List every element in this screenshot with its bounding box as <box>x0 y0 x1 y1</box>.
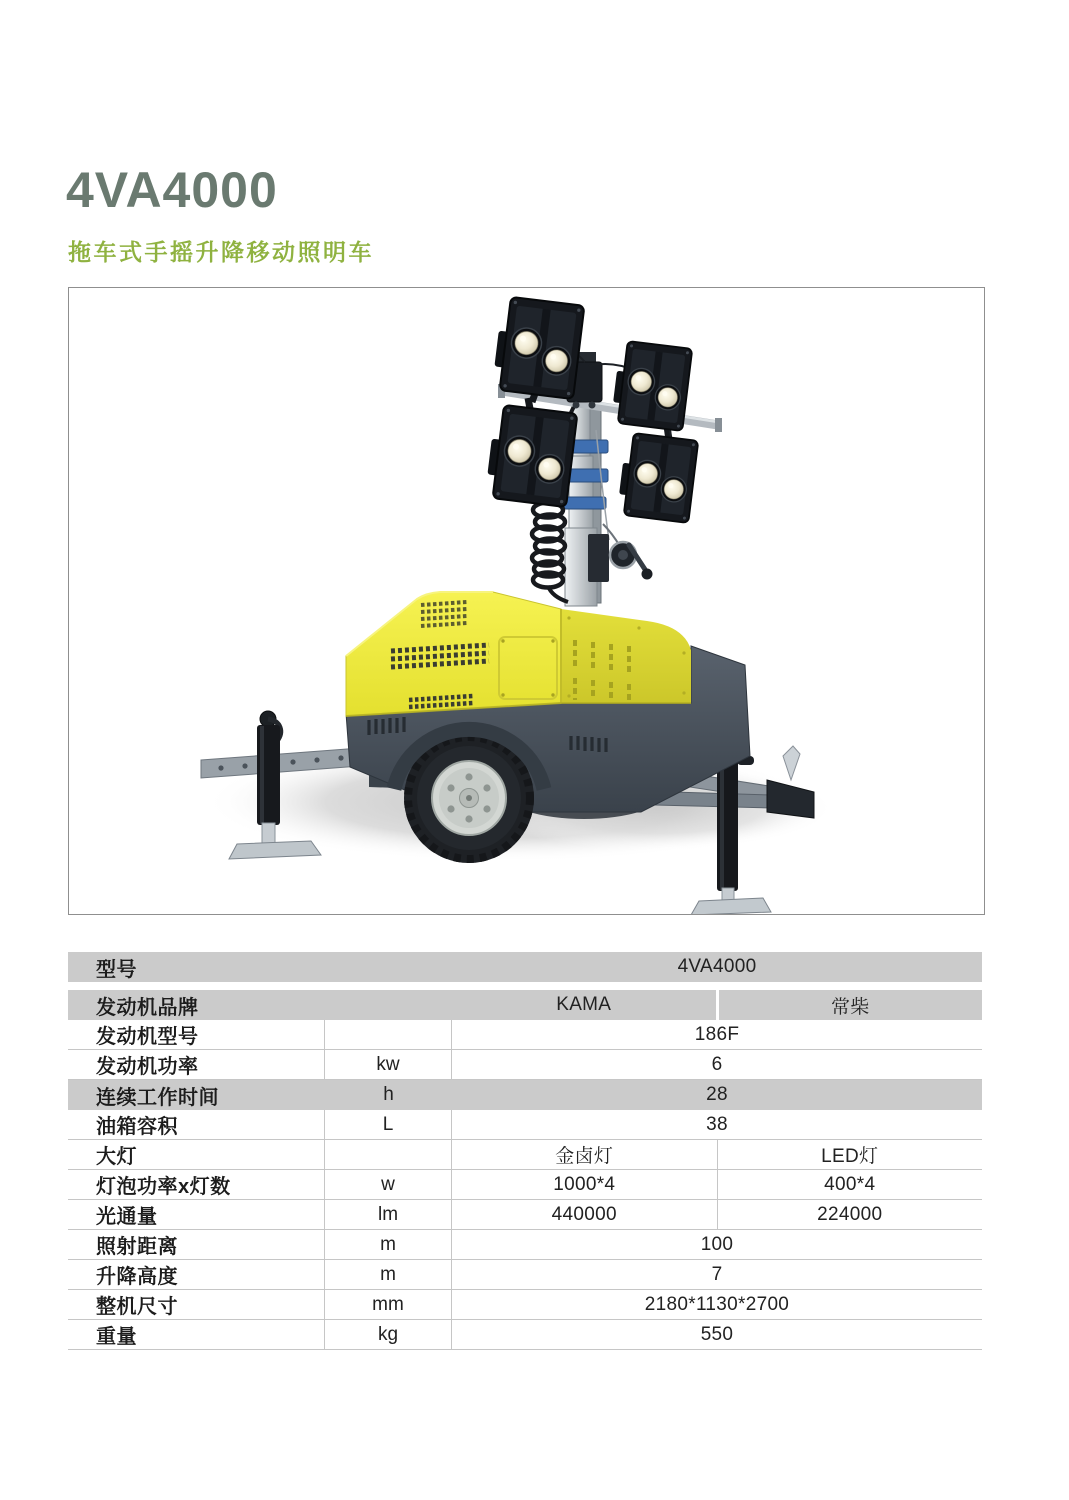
mast-assembly <box>485 296 722 606</box>
spec-values <box>452 1320 982 1349</box>
spec-label: 发动机型号 <box>68 1020 325 1049</box>
spec-unit: m <box>325 1260 452 1289</box>
spec-values <box>452 1260 982 1289</box>
spec-unit: w <box>325 1170 452 1199</box>
product-image-frame <box>68 287 985 915</box>
spec-value: 38 <box>706 1113 728 1135</box>
spec-values <box>452 1200 982 1229</box>
spec-table-row <box>68 1290 982 1320</box>
spec-table-row <box>68 1080 982 1110</box>
spec-value: 1000*4 <box>452 1170 718 1199</box>
spec-values <box>452 1080 982 1110</box>
spec-value: 440000 <box>452 1200 718 1229</box>
spec-table-row <box>68 1140 982 1170</box>
spec-table-row <box>68 1050 982 1080</box>
spec-value: 550 <box>700 1323 734 1345</box>
spec-value: 6 <box>711 1053 723 1075</box>
spec-values <box>452 990 982 1020</box>
spec-label: 光通量 <box>68 1200 325 1229</box>
spec-unit <box>325 990 452 1020</box>
spec-table-row <box>68 952 982 982</box>
spec-label: 大灯 <box>68 1140 325 1169</box>
spec-value: 28 <box>706 1084 728 1105</box>
spec-value: 400*4 <box>824 1173 876 1195</box>
spec-table-row <box>68 1020 982 1050</box>
spec-values <box>452 1140 982 1169</box>
spec-table-row <box>68 990 982 1020</box>
spec-unit: L <box>325 1110 452 1139</box>
spec-table-row <box>68 1200 982 1230</box>
spec-value: 186F <box>694 1023 740 1045</box>
spec-value: KAMA <box>452 990 719 1020</box>
table-gap <box>68 982 982 990</box>
floodlight-lower-right <box>617 432 699 523</box>
spec-unit: h <box>383 1084 394 1105</box>
spec-values <box>452 1020 982 1049</box>
spec-table-row <box>68 1110 982 1140</box>
spec-unit: kw <box>325 1050 452 1079</box>
spec-table-row <box>68 1260 982 1290</box>
spec-unit <box>325 1020 452 1049</box>
generator-body <box>346 592 691 716</box>
spec-label: 灯泡功率x灯数 <box>68 1170 325 1199</box>
spec-table-row <box>68 1230 982 1260</box>
spec-values <box>452 952 982 982</box>
spec-label: 整机尺寸 <box>68 1290 325 1319</box>
spec-label: 重量 <box>68 1320 325 1349</box>
spec-label: 油箱容积 <box>68 1110 325 1139</box>
spec-label: 型号 <box>96 958 137 981</box>
spec-label: 发动机品牌 <box>96 996 199 1019</box>
spec-label: 照射距离 <box>68 1230 325 1259</box>
spec-value: LED灯 <box>821 1146 879 1167</box>
spec-value: 7 <box>711 1263 723 1285</box>
spec-values <box>452 1110 982 1139</box>
spec-unit: mm <box>325 1290 452 1319</box>
spec-value: 常柴 <box>830 996 870 1018</box>
spec-unit <box>325 952 452 982</box>
spec-unit: m <box>325 1230 452 1259</box>
spec-table-row <box>68 1320 982 1350</box>
spec-table <box>68 952 982 1350</box>
spec-label: 发动机功率 <box>68 1050 325 1079</box>
spec-value: 金卤灯 <box>452 1140 718 1169</box>
product-photo-light-tower <box>69 288 984 914</box>
spec-unit <box>325 1140 452 1169</box>
spec-value: 224000 <box>817 1203 883 1225</box>
spec-values <box>452 1170 982 1199</box>
spec-values <box>452 1290 982 1319</box>
spec-value: 2180*1130*2700 <box>644 1293 790 1315</box>
floodlight-upper-left <box>492 296 585 399</box>
spec-unit: lm <box>325 1200 452 1229</box>
page-subtitle: 拖车式手摇升降移动照明车 <box>68 239 374 265</box>
spec-values <box>452 1050 982 1079</box>
spec-label: 连续工作时间 <box>96 1086 219 1109</box>
spec-value: 100 <box>700 1233 734 1255</box>
floodlight-upper-right <box>611 340 693 431</box>
spec-value: 4VA4000 <box>677 956 757 977</box>
spec-label: 升降高度 <box>68 1260 325 1289</box>
spec-unit: kg <box>325 1320 452 1349</box>
page-title: 4VA4000 <box>66 162 278 218</box>
spec-table-row <box>68 1170 982 1200</box>
floodlight-lower-left <box>485 404 578 507</box>
spec-values <box>452 1230 982 1259</box>
mast-clamp <box>564 497 606 509</box>
